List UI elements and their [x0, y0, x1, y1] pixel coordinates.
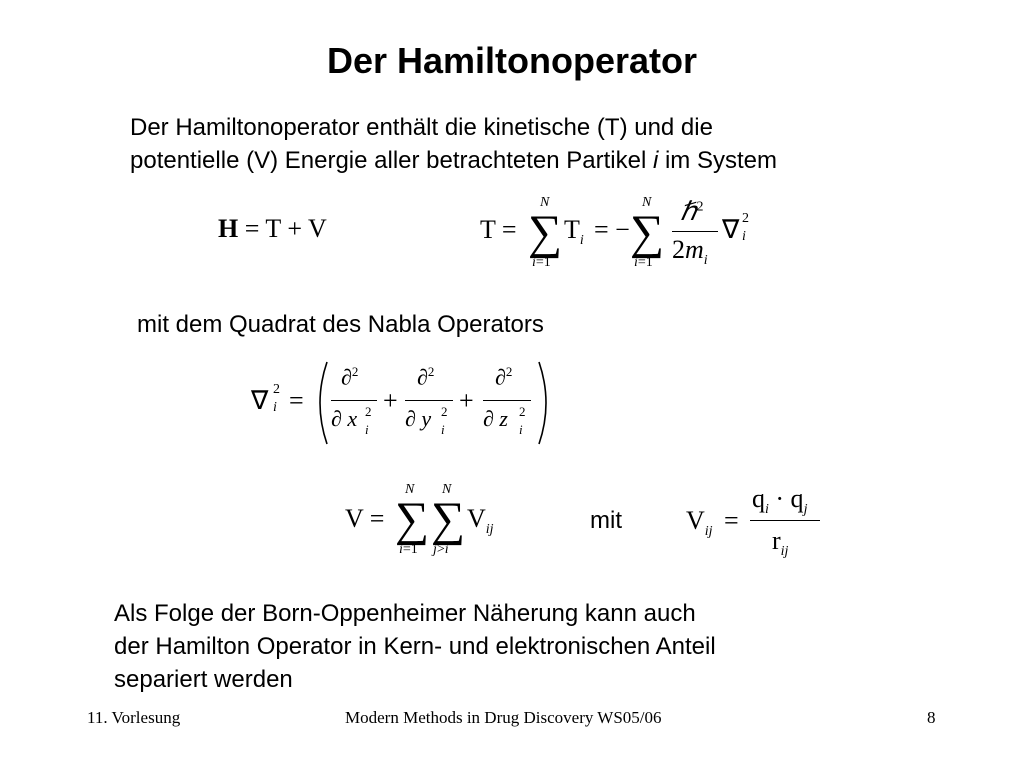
- footer-course-title: Modern Methods in Drug Discovery WS05/06: [345, 708, 662, 727]
- conclusion-line-1: Als Folge der Born-Oppenheimer Näherung kann auch: [114, 600, 696, 627]
- nabla-caption: mit dem Quadrat des Nabla Operators: [137, 311, 544, 338]
- equation-pair-potential: $V_{ij}$ = $q_i \cdot q_j$ $r_{ij}$: [686, 484, 826, 564]
- equation-kinetic-energy: T = N ∑ i=1 $T_i$ = − N ∑ i=1 ℏ$^2$ $2m_i$ ∇ 2 i: [480, 195, 749, 270]
- equation-nabla-squared: ∇ 2 i = ∂$^2$ ∂ x 2 i + ∂$^2$ ∂ y 2 i + ∂$^2$ ∂ z 2 i: [245, 358, 565, 448]
- footer-page-number: 8: [927, 708, 936, 727]
- conclusion-line-2: der Hamilton Operator in Kern- und elektronischen Anteil: [114, 633, 716, 660]
- conclusion-line-3: separiert werden: [114, 666, 293, 693]
- conclusion-paragraph: [114, 597, 716, 696]
- mit-label: mit: [590, 507, 622, 534]
- equation-potential-energy: V = N ∑ i=1 N ∑ j>i $V_{ij}$: [345, 482, 494, 557]
- page-title: Der Hamiltonoperator: [326, 40, 698, 81]
- equation-hamiltonian: H = T + V: [218, 214, 327, 243]
- intro-paragraph: [130, 111, 777, 177]
- footer-lecture: 11. Vorlesung: [87, 708, 181, 727]
- intro-line-1: Der Hamiltonoperator enthält die kinetische (T) und die: [130, 114, 713, 141]
- intro-line-2: potentielle (V) Energie aller betrachteten Partikel i im System: [130, 147, 777, 174]
